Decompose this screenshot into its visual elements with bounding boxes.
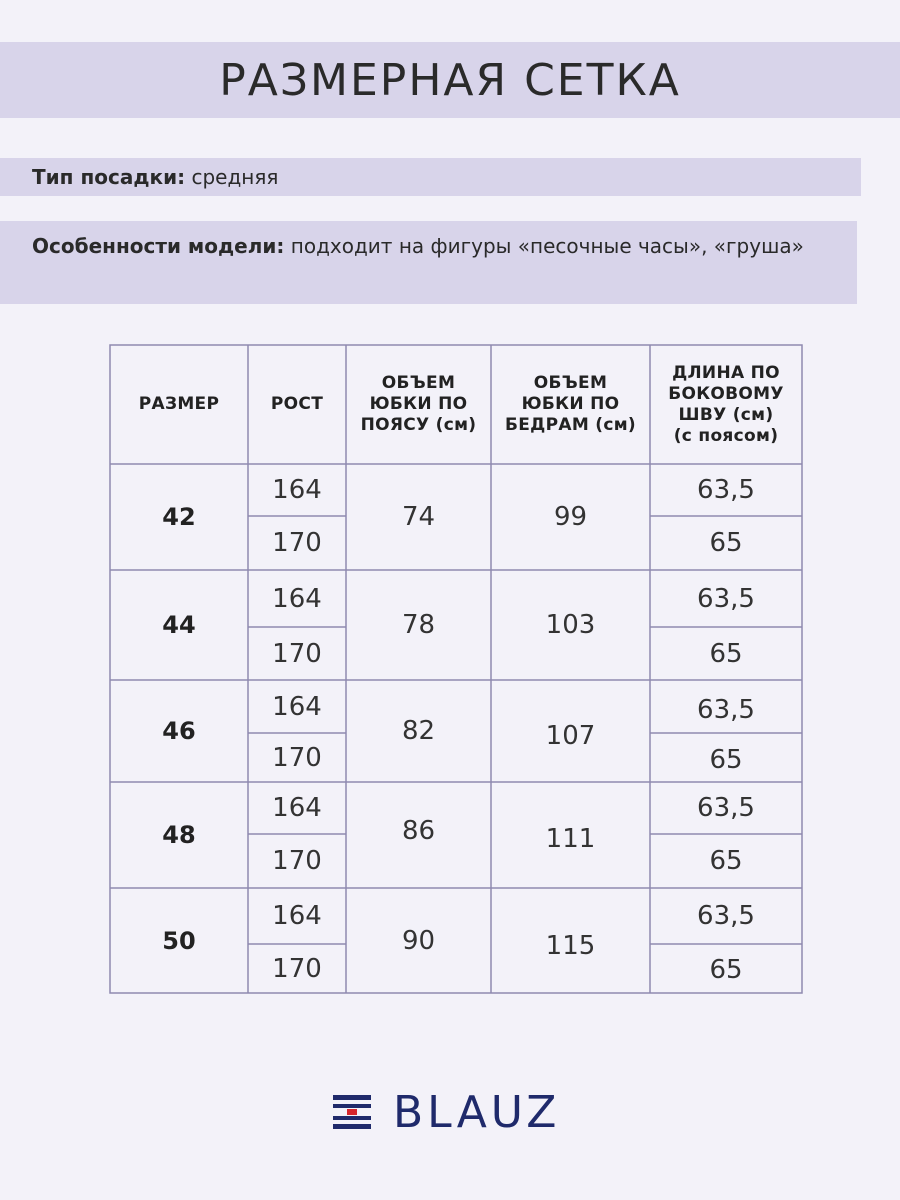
fit-type-info [0, 158, 861, 196]
waist-cell: 82 [401, 716, 436, 746]
length-cell: 65 [709, 955, 743, 985]
header-hips-line: ОБЪЕМ [533, 373, 608, 393]
header-length-line: (с поясом) [673, 425, 779, 446]
height-cell: 170 [272, 742, 322, 773]
header-hips-line: ЮБКИ ПО [521, 394, 620, 414]
height-cell: 170 [272, 846, 322, 876]
header-length-line: БОКОВОМУ [668, 383, 784, 404]
length-cell: 63,5 [697, 695, 755, 725]
length-cell: 65 [709, 528, 743, 558]
length-cell: 63,5 [697, 583, 755, 614]
length-cell: 63,5 [697, 475, 755, 505]
height-cell: 170 [272, 953, 322, 984]
height-cell: 164 [272, 475, 322, 505]
waist-cell: 74 [401, 502, 436, 532]
header-waist [346, 345, 491, 464]
fit-type-label: Тип посадки: [32, 165, 186, 189]
header-hips [491, 345, 650, 464]
title-banner [0, 42, 900, 118]
header-size: РАЗМЕР [138, 394, 220, 414]
height-cell: 170 [272, 528, 322, 558]
hips-cell: 99 [553, 502, 588, 532]
length-cell: 65 [709, 744, 743, 775]
header-hips-line: БЕДРАМ (см) [505, 415, 636, 435]
model-features-label: Особенности модели: [32, 234, 285, 258]
waist-cell: 86 [401, 816, 436, 846]
page-title: РАЗМЕРНАЯ СЕТКА [219, 54, 681, 106]
length-cell: 63,5 [697, 901, 755, 931]
length-cell: 63,5 [697, 793, 755, 823]
length-cell: 65 [709, 846, 743, 876]
hips-cell: 103 [545, 610, 596, 640]
header-waist-line: ПОЯСУ (см) [360, 415, 477, 435]
brand-flag-icon [333, 1094, 371, 1130]
height-cell: 164 [272, 583, 322, 614]
header-length-line: ШВУ (см) [678, 404, 774, 425]
size-cell: 44 [162, 611, 196, 639]
brand-name: BLAUZ [393, 1086, 561, 1138]
model-features-value: подходит на фигуры «песочные часы», «груша» [290, 234, 804, 258]
size-cell: 46 [162, 717, 196, 745]
model-features-info [0, 221, 857, 304]
hips-cell: 115 [545, 930, 596, 961]
waist-cell: 90 [401, 925, 436, 956]
height-cell: 164 [272, 691, 322, 722]
header-height: РОСТ [270, 394, 324, 414]
height-cell: 164 [272, 793, 322, 823]
fit-type-value: средняя [191, 165, 279, 189]
waist-cell: 78 [401, 610, 436, 640]
header-length [650, 345, 802, 464]
size-cell: 50 [162, 926, 196, 955]
size-cell: 42 [162, 503, 196, 531]
hips-cell: 111 [545, 824, 596, 854]
size-cell: 48 [162, 821, 196, 849]
length-cell: 65 [709, 638, 743, 669]
height-cell: 170 [272, 638, 322, 669]
height-cell: 164 [272, 901, 322, 931]
header-waist-line: ОБЪЕМ [381, 373, 456, 393]
brand-logo [333, 1086, 561, 1138]
hips-cell: 107 [545, 721, 596, 751]
header-waist-line: ЮБКИ ПО [369, 394, 468, 414]
header-length-line: ДЛИНА ПО [672, 362, 780, 383]
